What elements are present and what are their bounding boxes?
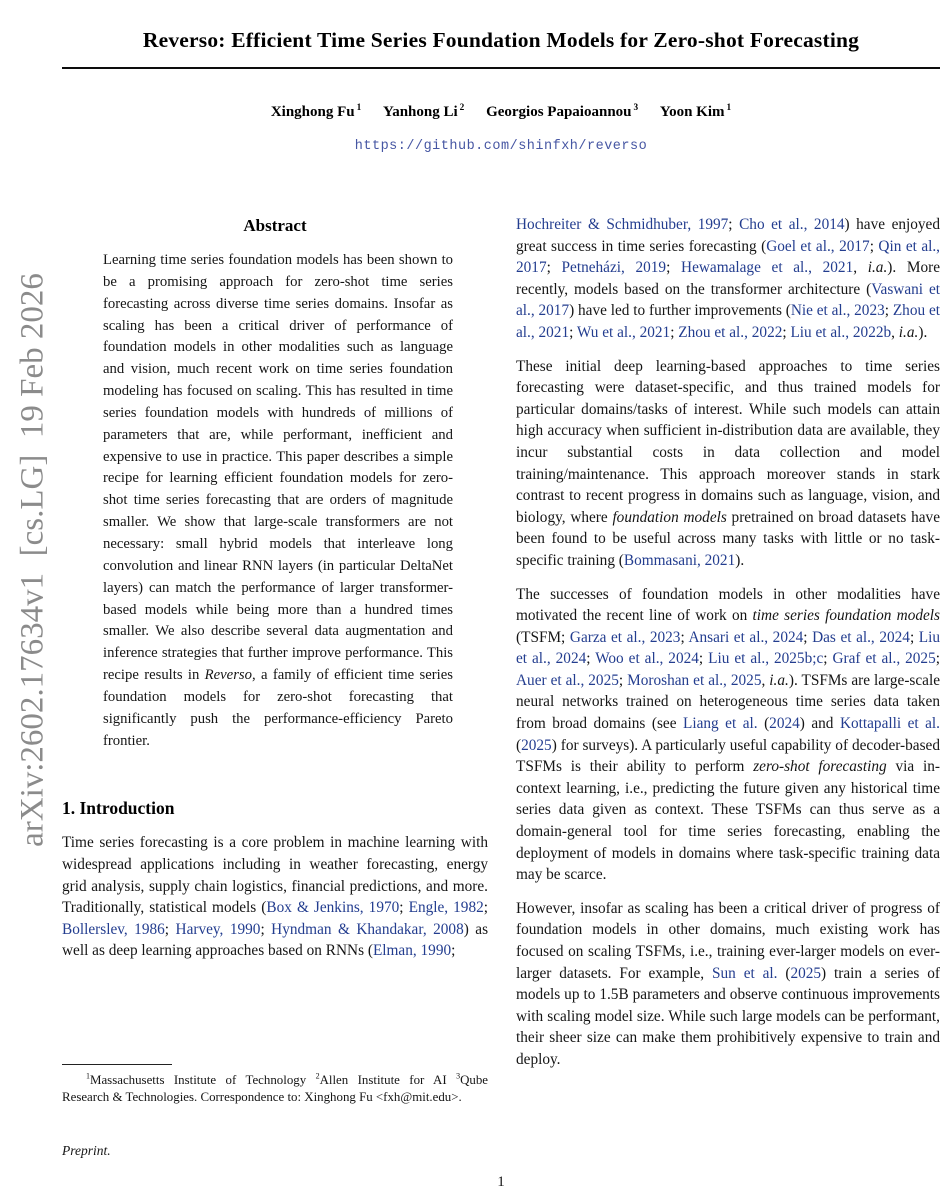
body-paragraph: The successes of foundation models in other modalities have motivated the recent line of work on time series foundation models (TSFM; Garza et al., 2023; Ansari et al., 2024; Das et al., 2024; Liu et al., 2024; Woo et al., 2024; Liu et al., 2025b;c; Graf et al., 2025; Auer et al., 2025; Moroshan et al., 2025, i.a.). TSFMs are large-scale neural networks trained on heterogeneous time series data taken from broad domains (see Liang et al. (2024) and Kottapalli et al. (2025) for surveys). A particularly useful capability of decoder-based TSFMs is their ability to perform zero-shot forecasting via in-context learning, i.e., predicting the future given any historical time series data given as context. These TSFMs can thus serve as a domain-general tool for time series forecasting, enabling the deployment of models in domains where task-specific training data may be scarce. [516,585,940,884]
citation-link[interactable]: Zhou et al., 2021 [516,302,940,341]
author-1-affiliation-mark: 1 [356,103,362,114]
arxiv-watermark: arXiv:2602.17634v1 [cs.LG] 19 Feb 2026 [14,273,51,847]
citation-link[interactable]: Sun et al. [712,964,778,982]
author-2: Yanhong Li $^2$ [383,103,465,121]
citation-link[interactable]: Bommasani, 2021 [623,551,736,569]
body-paragraph: These initial deep learning-based approaches to time series forecasting were dataset-specific, and thus trained models for particular domains/tasks of interest. While such models can attain high accuracy when sufficient in-distribution data are available, they incur substantial costs in data collection and model training/maintenance. This approach moreover stands in stark contrast to recent progress in domains such as language, vision, and biology, where foundation models pretrained on broad datasets have been found to be useful across many tasks with little or no task-specific training (Bommasani, 2021). [516,357,940,569]
author-2-affiliation-mark: 2 [459,103,465,114]
abstract-heading: Abstract [243,216,307,235]
citation-link[interactable]: Vaswani et al., 2017 [516,280,940,320]
citation-link[interactable]: Graf et al., 2025 [832,650,936,668]
citation-link[interactable]: Petneházi, 2019 [561,259,667,277]
preprint-note: Preprint. [62,1143,111,1158]
page-number: 1 [497,1174,505,1190]
body-paragraph: However, insofar as scaling has been a critical driver of progress of foundation models in other domains, much existing work has focused on scaling TSFMs, i.e., training ever-larger models on ever-larger datasets. For example, Sun et al. (2025) train a series of models up to 1.5B parameters and observe continuous improvements with scaling model size. While such large models can be performant, their sheer size can make them prohibitively expensive to train and deploy. [516,899,940,1068]
citation-link[interactable]: Moroshan et al., 2025 [627,671,762,689]
citation-link[interactable]: Harvey, 1990 [175,920,261,938]
author-3: Georgios Papaioannou $^3$ [486,103,639,121]
citation-link[interactable]: Hochreiter & Schmidhuber, 1997 [516,216,729,233]
author-4-affiliation-mark: 1 [726,103,732,114]
paper-title: Reverso: Efficient Time Series Foundation Models for Zero-shot Forecasting [142,28,860,52]
citation-link[interactable]: Box & Jenkins, 1970 [266,899,400,917]
citation-link[interactable]: Hewamalage et al., 2021 [681,259,854,277]
citation-link[interactable]: Goel et al., 2017 [766,237,870,255]
citation-link[interactable]: Ansari et al., 2024 [688,628,804,646]
left-column [62,214,488,1070]
introduction-heading: 1. Introduction [62,798,175,819]
citation-link[interactable]: Bollerslev, 1986 [62,920,165,938]
citation-link[interactable]: 2024 [769,715,800,733]
citation-link[interactable]: Das et al., 2024 [812,628,910,646]
right-column [516,214,940,1172]
citation-link[interactable]: Liang et al. [683,715,758,733]
citation-link[interactable]: Hyndman & Khandakar, 2008 [271,920,464,938]
citation-link[interactable]: 2025 [521,736,552,754]
author-line [62,103,940,121]
citation-link[interactable]: Elman, 1990 [372,942,452,960]
title-rule [62,67,940,69]
citation-link[interactable]: 2025 [790,964,822,982]
footnote-rule [62,1064,172,1065]
citation-link[interactable]: Cho et al., 2014 [739,216,845,233]
citation-link[interactable]: Auer et al., 2025 [516,671,619,689]
citation-link[interactable]: Zhou et al., 2022 [678,323,783,341]
citation-link[interactable]: Kottapalli et al. [839,715,940,733]
citation-link[interactable]: Engle, 1982 [408,899,484,917]
citation-link[interactable]: Nie et al., 2023 [790,302,885,320]
body-paragraph: Hochreiter & Schmidhuber, 1997; Cho et al., 2014) have enjoyed great success in time series forecasting (Goel et al., 2017; Qin et al., 2017; Petneházi, 2019; Hewamalage et al., 2021, i.a.). More recently, models based on the transformer architecture (Vaswani et al., 2017) have led to further improvements (Nie et al., 2023; Zhou et al., 2021; Wu et al., 2021; Zhou et al., 2022; Liu et al., 2022b, i.a.). [516,216,940,341]
citation-link[interactable]: Qin et al., 2017 [516,237,940,277]
citation-link[interactable]: Liu et al., 2025b;c [708,650,824,668]
author-4: Yoon Kim $^1$ [659,103,732,121]
paper-header [62,28,940,154]
abstract-text: Learning time series foundation models has been shown to be a promising approach for zero-shot time series forecasting across diverse time series domains. Insofar as scaling has been a critical driver of performance of foundation models in other modalities such as language and vision, much recent work on time series foundation modeling has focused on scaling. This has resulted in time series foundation models with hundreds of millions of parameters that are, while performant, inefficient and expensive to use in practice. This paper describes a simple recipe for learning efficient foundation models for zero-shot time series forecasting that are orders of magnitude smaller. We show that large-scale transformers are not necessary: small hybrid models that interleave long convolution and linear RNN layers (in particular DeltaNet layers) can match the performance of larger transformer-based models while being more than a hundred times smaller. We also describe several data augmentation and inference strategies that further improve performance. This recipe results in Reverso, a family of efficient time series foundation models for zero-shot forecasting that significantly push the performance-efficiency Pareto frontier. [103,252,453,749]
github-repo-link[interactable]: https://github.com/shinfxh/reverso [354,139,648,155]
citation-link[interactable]: Liu et al., 2024 [516,628,940,668]
author-1: Xinghong Fu $^1$ [270,103,362,121]
citation-link[interactable]: Woo et al., 2024 [595,650,699,668]
footnote-text: $^1$Massachusetts Institute of Technology $^2$Allen Institute for AI $^3$Qube Research & Technologies. Correspondence to: Xinghong Fu <fxh@mit.edu>. [62,1072,488,1105]
repo-link-row [62,136,940,154]
introduction-paragraph: Time series forecasting is a core problem in machine learning with widespread applications including in weather forecasting, energy grid analysis, supply chain logistics, financial predictions, and more. Traditionally, statistical models (Box & Jenkins, 1970; Engle, 1982; Bollerslev, 1986; Harvey, 1990; Hyndman & Khandakar, 2008) as well as deep learning approaches based on RNNs (Elman, 1990; [62,834,488,960]
citation-link[interactable]: Wu et al., 2021 [576,323,671,341]
citation-link[interactable]: Liu et al., 2022b [790,323,892,341]
footnote [62,1064,488,1106]
citation-link[interactable]: Garza et al., 2023 [569,628,681,646]
author-3-affiliation-mark: 3 [633,103,639,114]
